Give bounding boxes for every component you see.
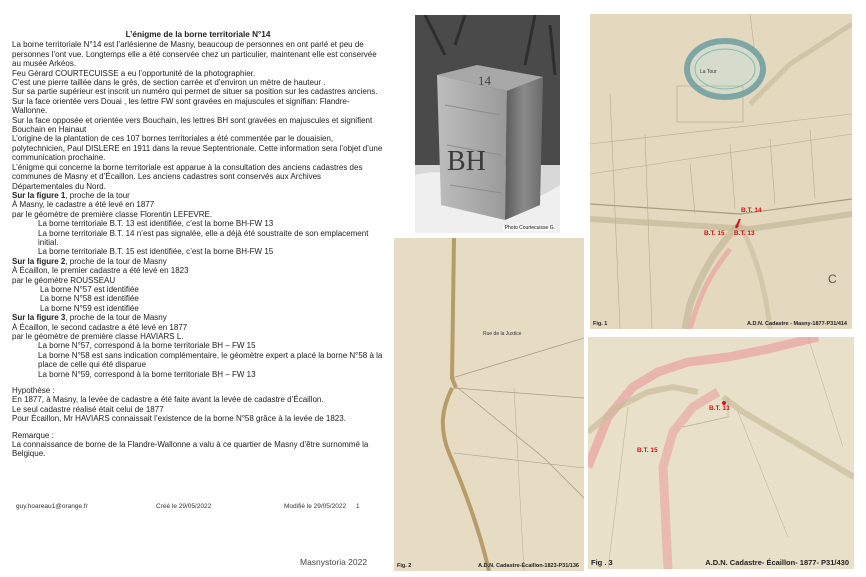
map1-figure-label: Fig. 1 xyxy=(593,321,608,327)
map2-source-label: A.D.N. Cadastre-Écaillon-1823-P31/136 xyxy=(478,563,579,569)
paragraph: C’est une pierre taillée dans le grès, de section carrée et d’environ un mètre de hauteur . xyxy=(12,78,326,88)
figure3-heading-line xyxy=(12,313,384,322)
figure3-item: La borne N°57, correspond à la borne territoriale BH – FW 15 xyxy=(38,341,256,351)
figure3-line: par le géomètre de première classe HAVIARS L. xyxy=(12,332,184,341)
map1-place-label: La Tour xyxy=(700,69,717,75)
map3-source-label: A.D.N. Cadastre- Écaillon- 1877- P31/430 xyxy=(705,558,849,567)
document-text xyxy=(12,30,384,459)
figure2-line: par le géomètre ROUSSEAU xyxy=(12,275,116,285)
figure2-item: La borne N°58 est identifiée xyxy=(40,294,139,304)
figure1-heading: Sur la figure 1 xyxy=(12,190,66,200)
paragraph: Sur sa partie supérieur est inscrit un numéro qui permet de situer sa position sur les cadastres anciens. xyxy=(12,87,378,97)
map3-figure-label: Fig . 3 xyxy=(591,558,613,567)
paragraph: L’énigme qui concerne la borne territoriale est apparue à la consultation des anciens cadastres des communes de Masny et d’Écaillon. Les anciens cadastres sont conservés aux Archives Départementales du Nord. xyxy=(12,162,363,191)
figure2-heading-tail: , proche de la tour de Masny xyxy=(65,256,167,266)
paragraph: Feu Gérard COURTECUISSE a eu l’opportunité de la photographier. xyxy=(12,68,256,78)
footer-created: Créé le 29/05/2022 xyxy=(156,503,212,510)
figure3-line: À Écaillon, le second cadastre a été levé en 1877 xyxy=(12,322,188,332)
hypothese-line: En 1877, à Masny, la levée de cadastre a été faite avant la levée de cadastre d’Écaillon. xyxy=(12,395,324,405)
figure1-line: À Masny, le cadastre a été levé en 1877 xyxy=(12,200,155,210)
figure3-heading-tail: , proche de la tour de Masny xyxy=(65,313,167,323)
figure3-heading: Sur la figure 3 xyxy=(12,313,66,323)
figure2-item: La borne N°57 est identifiée xyxy=(40,284,139,294)
paragraph: L’origine de la plantation de ces 107 bornes territoriales a été commentée par le douaisien, polytechnicien, Paul DISLERE en 1911 dans la revue Septentrionale. Cette information sera l’objet d’une communication prochaine. xyxy=(12,134,383,163)
borne-photo xyxy=(415,15,560,233)
figure2-heading-line xyxy=(12,257,384,266)
paragraph: Sur la face orientée vers Douai , les lettre FW sont gravées en majuscules et signifian: Flandre-Wallonne. xyxy=(12,96,350,116)
engraving-face: BH xyxy=(447,146,486,177)
map1-bt14-label: B.T. 14 xyxy=(741,207,762,214)
paragraph: Sur la face opposée et orientée vers Bouchain, les lettres BH sont gravées en majuscules et signifient Bouchain en Hainaut xyxy=(12,115,373,135)
brand-label: Masnystoria 2022 xyxy=(300,557,368,567)
paragraph: La borne territoriale N°14 est l’arlésienne de Masny, beaucoup de personnes en ont parlé et peu de personnes l’ont vue. Longtemps elle a été conservée chez un particulier, maintenant elle est conservée au musée Arkéos. xyxy=(12,40,377,69)
footer-page-number: 1 xyxy=(356,503,360,510)
figure1-item: La borne territoriale B.T. 15 est identifiée, c’est la borne BH-FW 15 xyxy=(38,247,274,257)
photo-credit: Photo Courtecuisse G. xyxy=(504,225,555,231)
figure2-line: À Écaillon, le premier cadastre a été levé en 1823 xyxy=(12,266,189,276)
map-figure-2 xyxy=(394,238,584,571)
borne-photo-drawing xyxy=(415,15,560,233)
remarque-heading: Remarque : xyxy=(12,430,54,440)
map2-place-label: Rue de la Justice xyxy=(483,331,522,337)
figure2-item: La borne N°59 est identifiée xyxy=(40,303,139,313)
map3-bt15-label: B.T. 15 xyxy=(637,447,658,454)
map1-bt15-label: B.T. 15 xyxy=(704,230,725,237)
map1-source-label: A.D.N. Cadastre - Masny-1877-P31/414 xyxy=(747,321,847,327)
engraving-top: 14 xyxy=(478,73,491,88)
remarque-line: La connaissance de borne de la Flandre-Wallonne a valu à ce quartier de Masny d’être surnommé la Belgique. xyxy=(12,440,369,459)
figure1-heading-tail: , proche de la tour xyxy=(65,190,130,200)
footer-modified: Modifié le 29/05/2022 xyxy=(284,503,347,510)
map1-bt13-label: B.T. 13 xyxy=(734,230,755,237)
document-title: L’énigme de la borne territoriale N°14 xyxy=(125,30,271,39)
hypothese-line: Pour Écaillon, Mr HAVIARS connaissait l’existence de la borne N°58 grâce à la levée de 1823. xyxy=(12,414,346,424)
footer-email: guy.hoareau1@orange.fr xyxy=(16,503,88,510)
figure1-item: La borne territoriale B.T. 14 n’est pas signalée, elle a déjà été soustraite de son emplacement initial. xyxy=(38,228,369,247)
map-figure-1 xyxy=(590,14,852,329)
map3-bt13-label: B.T. 13 xyxy=(709,405,730,412)
map1-drawing xyxy=(590,14,852,329)
figure2-heading: Sur la figure 2 xyxy=(12,256,66,266)
map1-section-letter: C xyxy=(828,272,837,286)
figure1-heading-line xyxy=(12,191,384,200)
map-figure-3 xyxy=(588,337,854,569)
hypothese-heading: Hypothèse : xyxy=(12,386,55,396)
figure3-item: La borne N°59, correspond à la borne territoriale BH – FW 13 xyxy=(38,369,256,379)
figure1-line: par le géomètre de première classe Florentin LEFEVRE. xyxy=(12,209,213,219)
map2-drawing xyxy=(394,238,584,571)
hypothese-line: Le seul cadastre réalisé était celui de 1877 xyxy=(12,404,164,414)
figure3-item: La borne N°58 est sans indication complémentaire, le géomètre expert a placé la borne N°58 à la place de celle qui été disparue xyxy=(38,350,383,370)
map3-drawing xyxy=(588,337,854,569)
map2-figure-label: Fig. 2 xyxy=(397,563,412,569)
figure1-item: La borne territoriale B.T. 13 est identifiée, c’est la borne BH-FW 13 xyxy=(38,219,274,229)
